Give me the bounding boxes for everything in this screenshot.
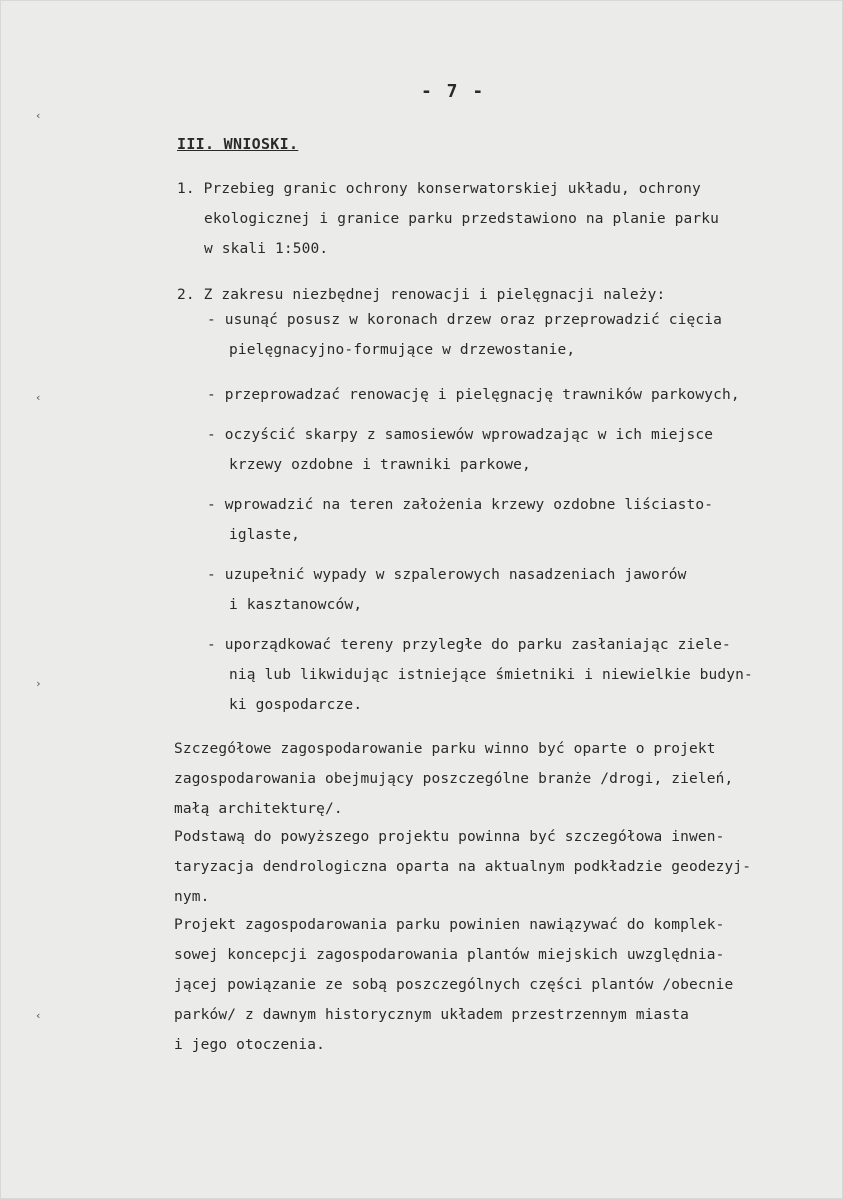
point-2-bullet: - przeprowadzać renowację i pielęgnację trawników parkowych, (207, 387, 740, 403)
conclusion-line: jącej powiązanie ze sobą poszczególnych części plantów /obecnie (174, 977, 734, 993)
conclusion-line: Szczegółowe zagospodarowanie parku winno być oparte o projekt (174, 741, 716, 757)
conclusion-line: sowej koncepcji zagospodarowania plantów miejskich uwzględnia- (174, 947, 725, 963)
point-2-intro: 2. Z zakresu niezbędnej renowacji i pielęgnacji należy: (177, 287, 666, 303)
conclusion-line: i jego otoczenia. (174, 1037, 325, 1053)
margin-mark: › (35, 677, 42, 690)
margin-mark: ‹ (35, 1009, 42, 1022)
conclusion-line: Podstawą do powyższego projektu powinna być szczegółowa inwen- (174, 829, 725, 845)
page-number: - 7 - (421, 81, 486, 102)
point-2-bullet-cont: krzewy ozdobne i trawniki parkowe, (229, 457, 531, 473)
point-2-bullet-cont: nią lub likwidując istniejące śmietniki i niewielkie budyn- (229, 667, 753, 683)
conclusion-line: zagospodarowania obejmujący poszczególne branże /drogi, zieleń, (174, 771, 734, 787)
point-2-bullet-cont: i kasztanowców, (229, 597, 363, 613)
margin-mark: ‹ (35, 391, 42, 404)
section-heading: III. WNIOSKI. (177, 135, 299, 153)
point-1-line: 1. Przebieg granic ochrony konserwatorskiej układu, ochrony (177, 181, 701, 197)
point-2-bullet-cont: ki gospodarcze. (229, 697, 363, 713)
point-2-bullet-cont: iglaste, (229, 527, 301, 543)
conclusion-line: małą architekturę/. (174, 801, 343, 817)
point-1-line: w skali 1:500. (204, 241, 329, 257)
point-2-bullet: - uporządkować tereny przyległe do parku zasłaniając ziele- (207, 637, 731, 653)
point-2-bullet: - wprowadzić na teren założenia krzewy ozdobne liściasto- (207, 497, 714, 513)
point-2-bullet: - uzupełnić wypady w szpalerowych nasadzeniach jaworów (207, 567, 687, 583)
point-2-bullet: - oczyścić skarpy z samosiewów wprowadzając w ich miejsce (207, 427, 714, 443)
conclusion-line: parków/ z dawnym historycznym układem przestrzennym miasta (174, 1007, 690, 1023)
conclusion-line: nym. (174, 889, 210, 905)
margin-mark: ‹ (35, 109, 42, 122)
conclusion-line: Projekt zagospodarowania parku powinien nawiązywać do komplek- (174, 917, 725, 933)
conclusion-line: taryzacja dendrologiczna oparta na aktualnym podkładzie geodezyj- (174, 859, 752, 875)
point-2-bullet: - usunąć posusz w koronach drzew oraz przeprowadzić cięcia (207, 312, 723, 328)
point-2-bullet-cont: pielęgnacyjno-formujące w drzewostanie, (229, 342, 576, 358)
point-1-line: ekologicznej i granice parku przedstawiono na planie parku (204, 211, 720, 227)
